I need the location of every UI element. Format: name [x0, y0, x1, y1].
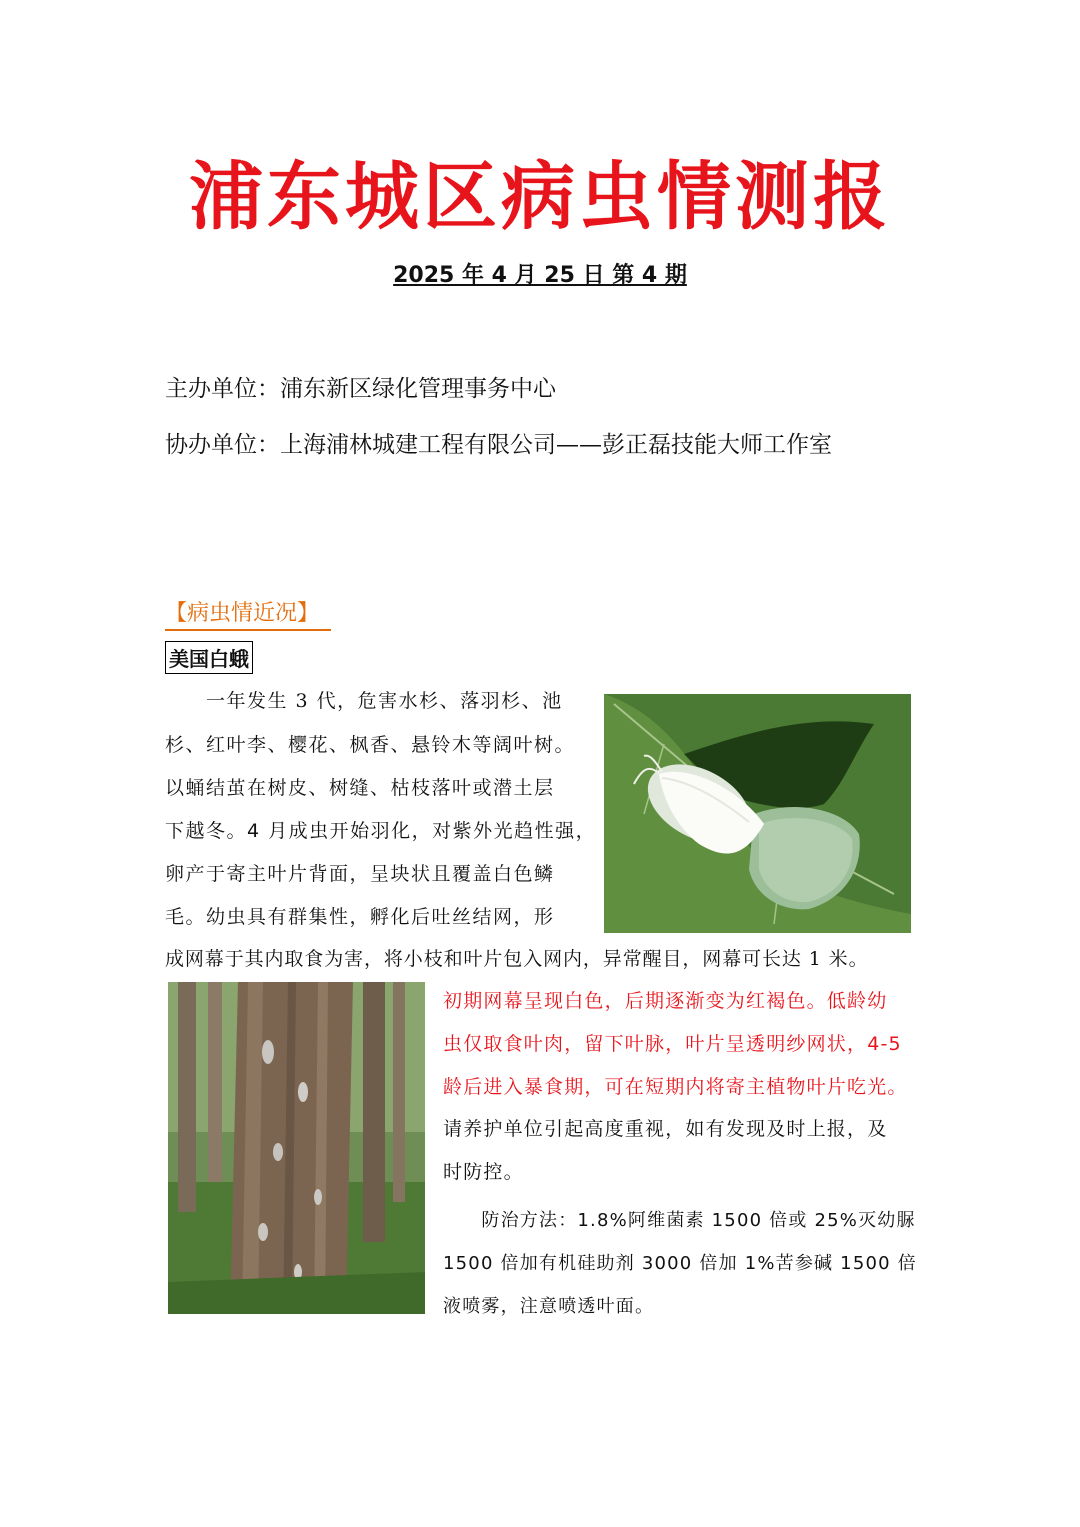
section-heading: 【病虫情近况】	[165, 596, 331, 631]
notice-line: 请养护单位引起高度重视，如有发现及时上报，及	[443, 1118, 888, 1140]
control-method-line: 防治方法：1.8%阿维菌素 1500 倍或 25%灭幼脲	[443, 1210, 916, 1231]
paragraph-line: 下越冬。4 月成虫开始羽化，对紫外光趋性强，	[165, 820, 597, 842]
pest-name: 美国白蛾	[165, 641, 253, 674]
control-method-line: 1500 倍加有机硅助剂 3000 倍加 1%苦参碱 1500 倍	[443, 1253, 917, 1274]
host-organization: 主办单位：浦东新区绿化管理事务中心	[165, 376, 556, 402]
paragraph-line: 卵产于寄主叶片背面，呈块状且覆盖白色鳞	[165, 863, 555, 885]
control-method-line: 液喷雾，注意喷透叶面。	[443, 1296, 655, 1317]
paragraph-line: 杉、红叶李、樱花、枫香、悬铃木等阔叶树。	[165, 734, 576, 756]
moth-photo	[604, 694, 911, 933]
paragraph-line: 成网幕于其内取食为害，将小枝和叶片包入网内，异常醒目，网幕可长达 1 米。	[165, 948, 869, 970]
paragraph-line: 一年发生 3 代，危害水杉、落羽杉、池	[165, 690, 563, 712]
warning-line: 初期网幕呈现白色，后期逐渐变为红褐色。低龄幼	[443, 990, 888, 1012]
paragraph-line: 毛。幼虫具有群集性，孵化后吐丝结网，形	[165, 906, 555, 928]
paragraph-line: 以蛹结茧在树皮、树缝、枯枝落叶或潜土层	[165, 777, 555, 799]
co-host-organization: 协办单位：上海浦林城建工程有限公司——彭正磊技能大师工作室	[165, 432, 832, 458]
warning-line: 龄后进入暴食期，可在短期内将寄主植物叶片吃光。	[443, 1076, 908, 1098]
tree-trunk-photo	[168, 982, 425, 1314]
warning-line: 虫仅取食叶肉，留下叶脉，叶片呈透明纱网状，4-5	[443, 1033, 902, 1055]
issue-date: 2025 年 4 月 25 日 第 4 期	[393, 263, 687, 288]
notice-line: 时防控。	[443, 1161, 524, 1183]
page-title: 浦东城区病虫情测报	[189, 154, 891, 240]
